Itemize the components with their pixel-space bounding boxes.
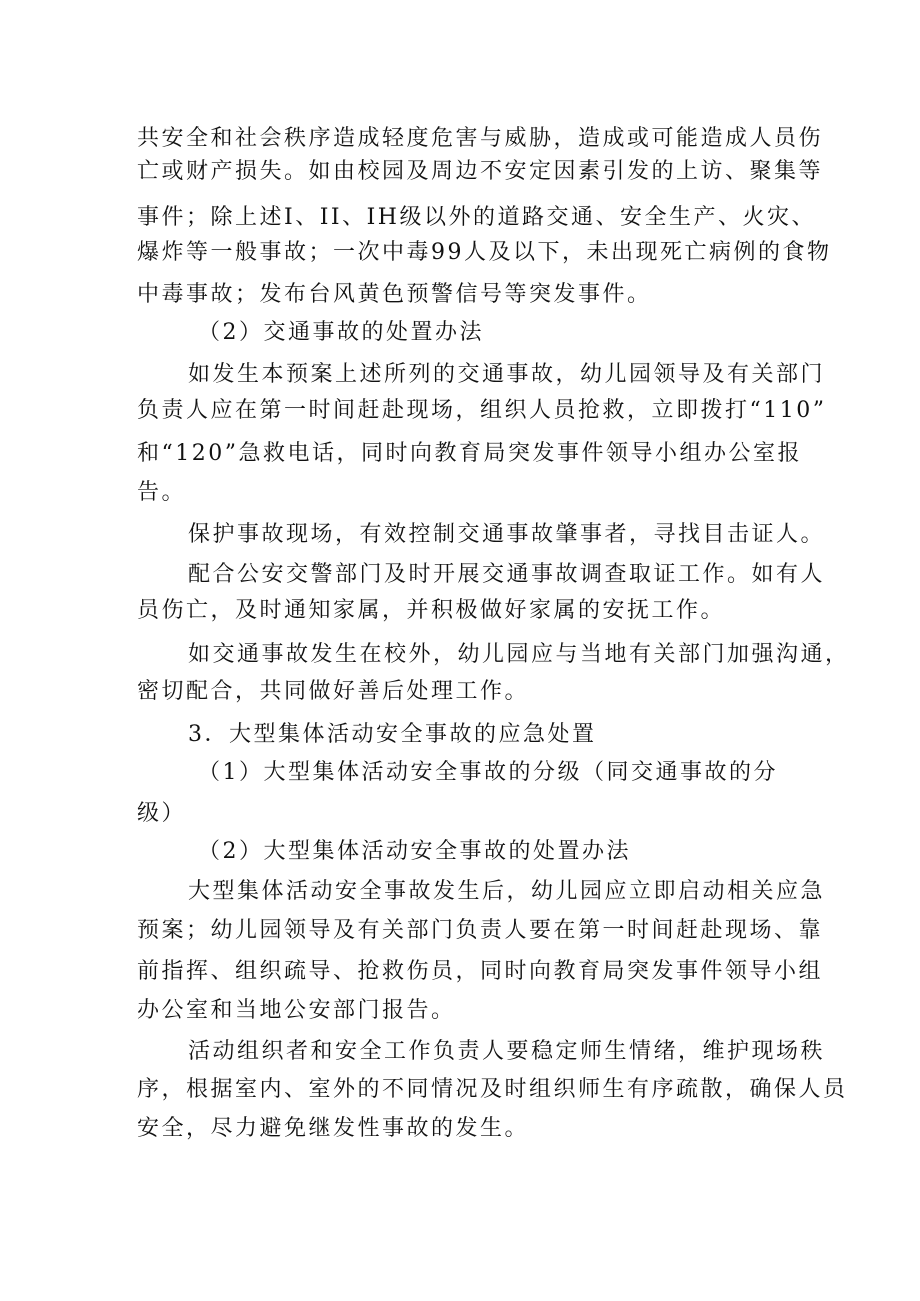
- text-line: 安全，尽力避免继发性事故的发生。: [137, 1116, 530, 1141]
- text-line: 活动组织者和安全工作负责人要稳定师生情绪，维护现场秩: [188, 1039, 826, 1064]
- text-line: 预案；幼儿园领导及有关部门负责人要在第一时间赶赴现场、靠: [137, 918, 824, 943]
- text-line: 亡或财产损失。如由校园及周边不安定因素引发的上访、聚集等: [137, 159, 824, 184]
- text-line: 爆炸等一般事故；一次中毒99人及以下，未出现死亡病例的食物: [137, 240, 832, 265]
- text-line: 如发生本预案上述所列的交通事故，幼儿园领导及有关部门: [188, 362, 826, 387]
- text-line: 中毒事故；发布台风黄色预警信号等突发事件。: [137, 282, 652, 307]
- section-heading: （2）交通事故的处置办法: [198, 320, 484, 345]
- text-line: 办公室和当地公安部门报告。: [137, 998, 456, 1023]
- text-line: 告。: [137, 480, 187, 505]
- text-line: 大型集体活动安全事故发生后，幼儿园应立即启动相关应急: [188, 879, 826, 904]
- text-line: 配合公安交警部门及时开展交通事故调查取证工作。如有人: [188, 562, 826, 587]
- text-line: 如交通事故发生在校外，幼儿园应与当地有关部门加强沟通，: [188, 642, 850, 667]
- text-line: 序，根据室内、室外的不同情况及时组织师生有序疏散，确保人员: [137, 1077, 848, 1102]
- text-line: 员伤亡，及时通知家属，并积极做好家属的安抚工作。: [137, 598, 726, 623]
- text-line: 保护事故现场，有效控制交通事故肇事者，寻找目击证人。: [188, 522, 826, 547]
- text-line: 共安全和社会秩序造成轻度危害与威胁，造成或可能造成人员伤: [137, 126, 824, 151]
- section-heading: （1）大型集体活动安全事故的分级（同交通事故的分: [198, 760, 778, 785]
- section-heading: 3．大型集体活动安全事故的应急处置: [188, 722, 597, 747]
- text-line: 负责人应在第一时间赶赴现场，组织人员抢救，立即拨打“110”: [137, 398, 827, 423]
- section-heading: （2）大型集体活动安全事故的处置办法: [198, 839, 631, 864]
- text-line: 和“120”急救电话，同时向教育局突发事件领导小组办公室报: [137, 441, 802, 466]
- text-line: 前指挥、组织疏导、抢救伤员，同时向教育局突发事件领导小组: [137, 959, 824, 984]
- text-line: 密切配合，共同做好善后处理工作。: [137, 679, 530, 704]
- section-heading: 级）: [137, 801, 187, 826]
- text-line: 事件；除上述I、II、IH级以外的道路交通、安全生产、火灾、: [137, 205, 816, 230]
